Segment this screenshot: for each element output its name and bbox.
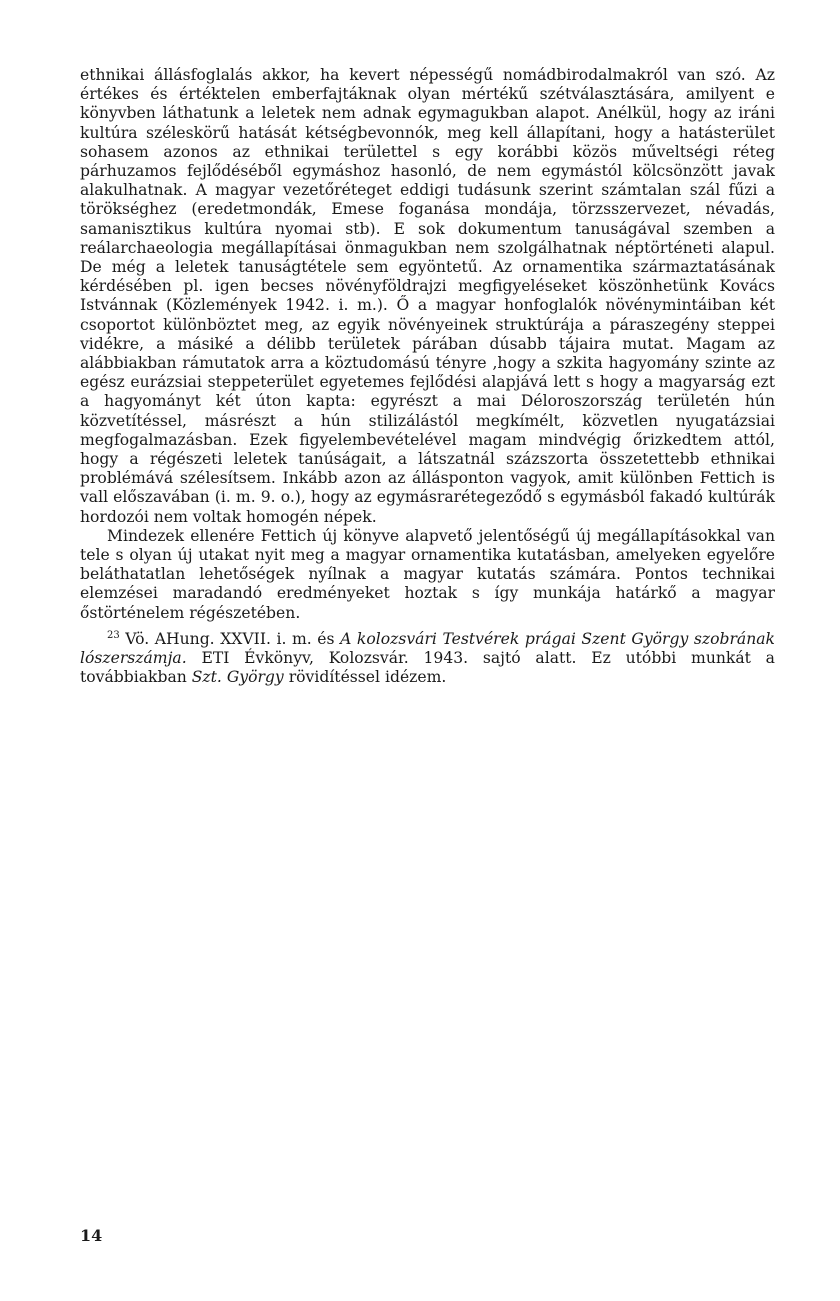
footnote-title-1: A kolozsvári Testvérek prágai Szent György szobrának lószerszámja. xyxy=(80,629,775,668)
footnote-text-3: rövidítéssel idézem. xyxy=(288,668,447,687)
footnote-text-1: Vö. AHung. XXVII. i. m. és xyxy=(125,629,335,648)
footnote-23 xyxy=(80,630,775,688)
paragraph-fettich-book: Mindezek ellenére Fettich új könyve alapvető jelentőségű új megállapításokkal van tele s olyan új utakat nyit meg a magyar ornamentika kutatásban, amelyeken egyelőre beláthatatlan lehetőségek nyílnak a magyar kutatás számára. Pontos technikai elemzései maradandó eredményeket hoztak s így munkája határkő a magyar őstörténelem régészetében. xyxy=(80,526,775,622)
footnote-title-2: Szt. György xyxy=(191,668,284,687)
body-text xyxy=(80,66,775,688)
page-number: 14 xyxy=(80,1226,103,1245)
footnote-text-2: ETI Évkönyv, Kolozsvár. 1943. sajtó alatt. Ez utóbbi munkát a továbbiakban xyxy=(80,649,775,687)
paragraph-continuation: ethnikai állásfoglalás akkor, ha kevert népességű nomádbirodalmakról van szó. Az értékes és értéktelen emberfajtáknak olyan mértékű szétválasztására, amilyent e könyvben láthatunk a leletek nem adnak egymagukban alapot. Anélkül, hogy az iráni kultúra széleskörű hatását kétségbevonnók, meg kell állapítani, hogy a hatásterület sohasem azonos az ethnikai területtel s egy korábbi közös műveltségi réteg párhuzamos fejlődéséből egymáshoz hasonló, de nem egymástól kölcsönzött javak alakulhatnak. A magyar vezetőréteget eddigi tudásunk szerint számtalan szál fűzi a törökséghez (eredetmondák, Emese foganása mondája, törzsszervezet, névadás, samanisztikus kultúra nyomai stb). E sok dokumentum tanuságával szemben a reálarchaeologia megállapításai önmagukban nem szolgálhatnak néptörténeti alapul. De még a leletek tanuságtétele sem egyöntetű. Az ornamentika származtatásának kérdésében pl. igen becses növényföldrajzi megfigyeléseket köszönhetünk Kovács Istvánnak (Közlemények 1942. i. m.). Ő a magyar honfoglalók növénymintáiban két csoportot különböztet meg, az egyik növényeinek struktúrája a páraszegény steppei vidékre, a másiké a délibb területek párában dúsabb tájaira mutat. Magam az alábbiakban rámutatok arra a köztudomású tényre ,hogy a szkita hagyomány szinte az egész eurázsiai steppeterület egyetemes fejlődési alapjává lett s hogy a magyarság ezt a hagyományt két úton kapta: egyrészt a mai Déloroszország területén hún közvetítéssel, másrészt a hún stilizálástól megkímélt, közvetlen nyugatázsiai megfogalmazásban. Ezek figyelembevételével magam mindvégig őrizkedtem attól, hogy a régészeti leletek tanúságait, a látszatnál százszorta összetettebb ethnikai problémává szélesítsem. Inkább azon az állásponton vagyok, amit különben Fettich is vall előszavában (i. m. 9. o.), hogy az egymásrarétegeződő s egymásból fakadó kultúrák hordozói nem voltak homogén népek. xyxy=(80,66,775,526)
footnote-marker: 23 xyxy=(107,629,120,641)
